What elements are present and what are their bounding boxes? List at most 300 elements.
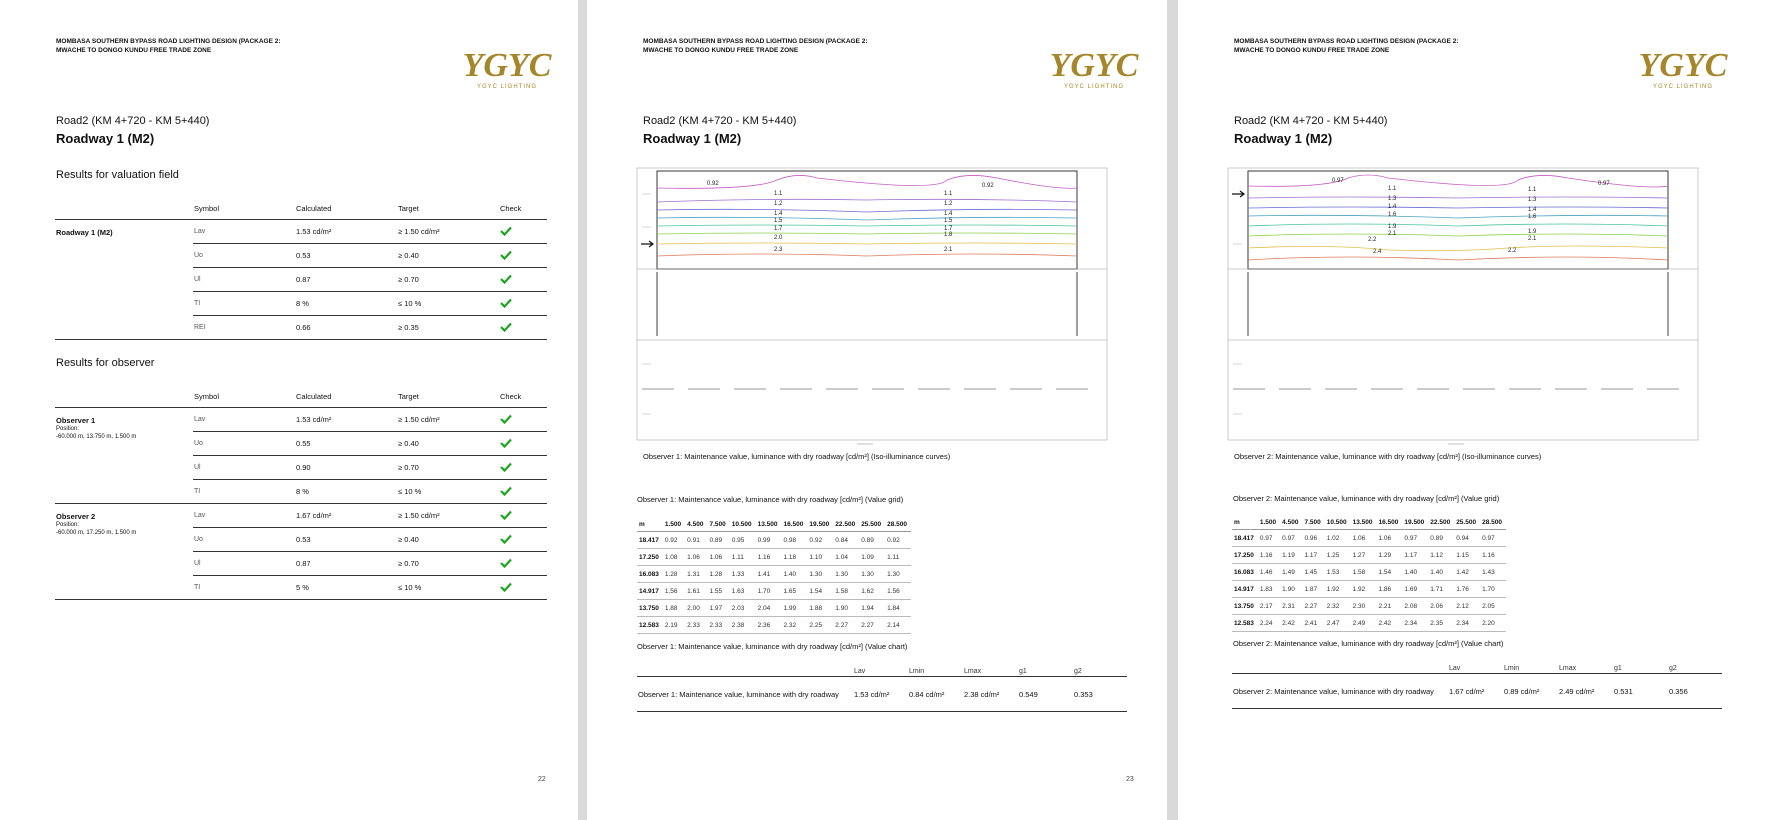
grid-cell: 2.47 [1325,615,1351,632]
header-line: MOMBASA SOUTHERN BYPASS ROAD LIGHTING DESIGN (PACKAGE 2: [1234,38,1459,45]
value-grid-table [1232,515,1506,632]
grid-cell: 2.30 [1351,598,1377,615]
calculated-cell: 0.53 [295,244,397,268]
grid-cell: 1.11 [885,549,911,566]
grid-col-header: 7.500 [1302,515,1324,530]
grid-cell: 1.17 [1302,547,1324,564]
grid-cell: 1.92 [1325,581,1351,598]
grid-cell: 2.12 [1454,598,1480,615]
grid-cell: 1.40 [1428,564,1454,581]
grid-cell: 0.98 [782,532,808,549]
grid-col-header: 13.500 [756,517,782,532]
observer-results-table [55,385,547,600]
checkmark-icon [500,558,512,568]
grid-cell: 2.06 [1428,598,1454,615]
checkmark-icon [500,438,512,448]
grid-col-header: 1.500 [1258,515,1280,530]
document-header [1234,37,1459,55]
caption-iso-curves: Observer 2: Maintenance value, luminance with dry roadway [cd/m²] (Iso-illuminance curves) [1234,452,1542,461]
grid-row-label: 16.083 [1232,564,1258,581]
grid-col-header: 4.500 [685,517,707,532]
iso-label: 1.2 [944,201,953,207]
road-label: Road2 (KM 4+720 - KM 5+440) [643,115,797,127]
table-row [637,532,911,549]
grid-cell: 0.99 [756,532,782,549]
grid-cell: 1.70 [756,583,782,600]
grid-cell: 1.87 [1302,581,1324,598]
col-header-check: Check [499,385,547,408]
grid-col-header: 4.500 [1280,515,1302,530]
grid-cell: 1.43 [1480,564,1506,581]
chart-cell: 0.353 [1073,677,1127,712]
grid-cell: 1.06 [1377,530,1403,547]
value-chart-table [637,656,1127,712]
chart-cell: 1.53 cd/m² [853,677,908,712]
table-row [55,220,547,244]
report-page-22 [0,0,578,820]
iso-curves [1248,175,1668,260]
grid-cell: 2.14 [885,617,911,634]
grid-cell: 1.29 [1377,547,1403,564]
grid-cell: 1.04 [833,549,859,566]
grid-cell: 1.41 [756,566,782,583]
table-row [637,549,911,566]
symbol-cell: TI [193,292,295,316]
grid-cell: 1.86 [1377,581,1403,598]
section-title-valuation-field: Results for valuation field [56,169,179,181]
chart-cell: 2.49 cd/m² [1558,674,1613,709]
calculated-cell: 5 % [295,576,397,600]
grid-header-row [637,517,911,532]
grid-cell: 1.56 [885,583,911,600]
svg-text:YGYC LIGHTING: YGYC LIGHTING [1063,84,1125,90]
ygyc-logo [462,42,552,92]
iso-label: 0.92 [982,183,994,189]
target-cell: ≥ 1.50 cd/m² [397,220,499,244]
chart-cell: 2.38 cd/m² [963,677,1018,712]
svg-text:YGYC: YGYC [1049,47,1139,84]
calculated-cell: 1.53 cd/m² [295,220,397,244]
luminaire-poles [1248,272,1668,336]
table-row [637,677,1127,712]
iso-label: 1.7 [774,226,783,232]
checkmark-icon [500,226,512,236]
checkmark-icon [500,462,512,472]
iso-label: 1.9 [1528,229,1537,235]
checkmark-icon [500,510,512,520]
grid-col-header: 13.500 [1351,515,1377,530]
grid-cell: 1.55 [707,583,729,600]
iso-label: 2.1 [944,247,953,253]
page-title: Roadway 1 (M2) [56,131,155,146]
grid-col-header: 7.500 [707,517,729,532]
grid-cell: 2.08 [1402,598,1428,615]
grid-cell: 0.92 [663,532,685,549]
target-cell: ≥ 0.70 [397,552,499,576]
grid-row-label: 16.083 [637,566,663,583]
grid-cell: 1.30 [833,566,859,583]
grid-cell: 1.27 [1351,547,1377,564]
grid-cell: 1.61 [685,583,707,600]
caption-value-grid: Observer 1: Maintenance value, luminance with dry roadway [cd/m²] (Value grid) [637,495,904,504]
page-number: 22 [538,776,546,783]
report-page-24 [1178,0,1780,820]
direction-arrows [642,194,651,414]
table-row [1232,581,1506,598]
grid-cell: 2.04 [756,600,782,617]
calculated-cell: 0.87 [295,552,397,576]
grid-row-label: 12.583 [637,617,663,634]
grid-cell: 1.19 [1280,547,1302,564]
grid-cell: 1.88 [807,600,833,617]
grid-cell: 0.89 [707,532,729,549]
grid-cell: 1.16 [756,549,782,566]
grid-col-header: 10.500 [1325,515,1351,530]
checkmark-icon [500,486,512,496]
grid-cell: 1.56 [663,583,685,600]
grid-cell: 1.62 [859,583,885,600]
grid-header-row [1232,515,1506,530]
col-header-calculated: Calculated [295,197,397,220]
document-header [643,37,868,55]
symbol-cell: Lav [193,504,295,528]
chart-col-header: Lav [1448,653,1503,674]
target-cell: ≥ 0.35 [397,316,499,340]
chart-col-header: g1 [1018,656,1073,677]
grid-cell: 2.36 [756,617,782,634]
grid-cell: 0.94 [1454,530,1480,547]
chart-cell: 0.531 [1613,674,1668,709]
grid-cell: 2.19 [663,617,685,634]
table-row [1232,564,1506,581]
grid-row-label: 13.750 [1232,598,1258,615]
iso-label: 1.6 [1528,214,1537,220]
section-title-observer: Results for observer [56,357,155,369]
iso-label: 0.97 [1598,181,1610,187]
grid-col-header: 19.500 [807,517,833,532]
grid-col-header: 10.500 [730,517,756,532]
table-row [1232,598,1506,615]
iso-label: 2.2 [1368,237,1377,243]
grid-col-header: 1.500 [663,517,685,532]
grid-cell: 1.94 [859,600,885,617]
grid-cell: 1.06 [685,549,707,566]
iso-curves [657,175,1077,256]
iso-label: 1.6 [1388,212,1397,218]
calculated-cell: 1.67 cd/m² [295,504,397,528]
header-line: MOMBASA SOUTHERN BYPASS ROAD LIGHTING DESIGN (PACKAGE 2: [56,38,281,45]
table-row [1232,530,1506,547]
table-header-row [637,656,1127,677]
grid-cell: 1.02 [1325,530,1351,547]
diagram-frame [1228,168,1698,440]
grid-cell: 0.97 [1280,530,1302,547]
grid-cell: 0.97 [1402,530,1428,547]
grid-cell: 1.49 [1280,564,1302,581]
road-label: Road2 (KM 4+720 - KM 5+440) [56,115,210,127]
chart-col-header: g2 [1073,656,1127,677]
grid-row-label: 18.417 [1232,530,1258,547]
grid-cell: 2.35 [1428,615,1454,632]
grid-cell: 1.06 [707,549,729,566]
grid-cell: 1.08 [663,549,685,566]
grid-cell: 1.65 [782,583,808,600]
grid-cell: 0.97 [1258,530,1280,547]
table-row [1232,547,1506,564]
grid-cell: 1.69 [1402,581,1428,598]
symbol-cell: Uo [193,528,295,552]
symbol-cell: Uo [193,244,295,268]
grid-cell: 1.97 [707,600,729,617]
grid-cell: 2.05 [1480,598,1506,615]
grid-cell: 0.89 [1428,530,1454,547]
grid-row-label: 13.750 [637,600,663,617]
chart-cell: 0.89 cd/m² [1503,674,1558,709]
calculated-cell: 0.66 [295,316,397,340]
grid-col-header: 25.500 [1454,515,1480,530]
diagram-frame [637,168,1107,440]
iso-label: 1.4 [1528,207,1537,213]
header-line: MWACHE TO DONGO KUNDU FREE TRADE ZONE [56,47,212,54]
grid-col-header: 22.500 [1428,515,1454,530]
grid-cell: 2.41 [1302,615,1324,632]
calculated-cell: 0.53 [295,528,397,552]
chart-col-header: g1 [1613,653,1668,674]
observer-cell [55,504,193,600]
chart-col-header: g2 [1668,653,1722,674]
symbol-cell: Ul [193,268,295,292]
grid-row-label: 14.917 [637,583,663,600]
table-header-row [1232,653,1722,674]
checkmark-icon [500,322,512,332]
target-cell: ≥ 0.40 [397,432,499,456]
grid-cell: 1.58 [1351,564,1377,581]
table-header-row [55,385,547,408]
grid-cell: 1.99 [782,600,808,617]
table-row [1232,615,1506,632]
header-line: MWACHE TO DONGO KUNDU FREE TRADE ZONE [1234,47,1390,54]
grid-cell: 1.31 [685,566,707,583]
caption-value-grid: Observer 2: Maintenance value, luminance with dry roadway [cd/m²] (Value grid) [1233,494,1500,503]
svg-text:YGYC LIGHTING: YGYC LIGHTING [1652,84,1714,90]
target-cell: ≥ 0.40 [397,528,499,552]
chart-col-header: Lmax [1558,653,1613,674]
svg-text:YGYC: YGYC [462,47,552,84]
col-header-calculated: Calculated [295,385,397,408]
road-label: Road2 (KM 4+720 - KM 5+440) [1234,115,1388,127]
grid-cell: 1.28 [707,566,729,583]
iso-label: 1.4 [1388,204,1397,210]
chart-cell: 0.356 [1668,674,1722,709]
iso-label: 2.3 [774,247,783,253]
symbol-cell: Uo [193,432,295,456]
grid-cell: 2.38 [730,617,756,634]
grid-col-header: 16.500 [1377,515,1403,530]
grid-cell: 2.25 [807,617,833,634]
grid-cell: 2.27 [1302,598,1324,615]
chart-col-header: Lav [853,656,908,677]
field-name: Roadway 1 (M2) [56,228,113,237]
value-chart-table [1232,653,1722,709]
grid-cell: 2.34 [1454,615,1480,632]
grid-cell: 1.17 [1402,547,1428,564]
grid-cell: 1.83 [1258,581,1280,598]
grid-cell: 2.27 [833,617,859,634]
iso-label: 1.4 [944,211,953,217]
grid-cell: 1.45 [1302,564,1324,581]
grid-col-header: m [1232,515,1258,530]
grid-row-label: 18.417 [637,532,663,549]
iso-label: 1.3 [1528,197,1537,203]
symbol-cell: REI [193,316,295,340]
observer-name: Observer 1 [56,416,96,425]
chart-row-label: Observer 2: Maintenance value, luminance with dry roadway [1232,674,1448,709]
grid-cell: 1.16 [1258,547,1280,564]
grid-cell: 0.91 [685,532,707,549]
grid-cell: 2.32 [782,617,808,634]
iso-luminance-diagram [637,168,1107,446]
symbol-cell: Ul [193,456,295,480]
grid-cell: 1.70 [1480,581,1506,598]
symbol-cell: Lav [193,408,295,432]
symbol-cell: Ul [193,552,295,576]
grid-cell: 1.42 [1454,564,1480,581]
grid-cell: 2.42 [1377,615,1403,632]
grid-cell: 0.96 [1302,530,1324,547]
grid-cell: 1.30 [807,566,833,583]
observer-arrow-icon [1232,191,1244,197]
grid-cell: 2.21 [1377,598,1403,615]
target-cell: ≤ 10 % [397,480,499,504]
page-title: Roadway 1 (M2) [1234,131,1333,146]
symbol-cell: TI [193,576,295,600]
grid-cell: 2.00 [685,600,707,617]
chart-row-label: Observer 1: Maintenance value, luminance with dry roadway [637,677,853,712]
table-row [637,583,911,600]
grid-cell: 1.30 [859,566,885,583]
position-label: Position: [56,522,80,528]
grid-row-label: 12.583 [1232,615,1258,632]
iso-label: 2.1 [1528,236,1537,242]
col-header-symbol: Symbol [193,385,295,408]
grid-cell: 2.49 [1351,615,1377,632]
svg-text:YGYC LIGHTING: YGYC LIGHTING [476,84,538,90]
caption-value-chart: Observer 2: Maintenance value, luminance with dry roadway [cd/m²] (Value chart) [1233,639,1504,648]
chart-col-header: Lmin [908,656,963,677]
grid-cell: 0.97 [1480,530,1506,547]
grid-cell: 1.16 [1480,547,1506,564]
value-grid-table [637,517,911,634]
iso-label: 2.0 [774,235,783,241]
table-row [637,600,911,617]
grid-cell: 1.92 [1351,581,1377,598]
calculated-cell: 8 % [295,292,397,316]
grid-cell: 1.33 [730,566,756,583]
grid-row-label: 14.917 [1232,581,1258,598]
iso-label: 1.1 [774,191,783,197]
grid-cell: 1.10 [807,549,833,566]
grid-cell: 1.18 [782,549,808,566]
grid-col-header: 25.500 [859,517,885,532]
target-cell: ≥ 0.40 [397,244,499,268]
col-header-target: Target [397,385,499,408]
grid-cell: 1.76 [1454,581,1480,598]
iso-label: 1.2 [774,201,783,207]
grid-cell: 1.11 [730,549,756,566]
grid-cell: 1.28 [663,566,685,583]
target-cell: ≥ 0.70 [397,456,499,480]
grid-cell: 0.84 [833,532,859,549]
grid-cell: 1.84 [885,600,911,617]
grid-cell: 2.20 [1480,615,1506,632]
calculated-cell: 1.53 cd/m² [295,408,397,432]
iso-label: 2.2 [1508,248,1517,254]
calculated-cell: 0.55 [295,432,397,456]
grid-cell: 2.24 [1258,615,1280,632]
grid-col-header: 16.500 [782,517,808,532]
grid-cell: 1.25 [1325,547,1351,564]
grid-col-header: 19.500 [1402,515,1428,530]
grid-cell: 1.40 [782,566,808,583]
grid-row-label: 17.250 [1232,547,1258,564]
iso-luminance-diagram [1228,168,1698,446]
grid-cell: 1.40 [1402,564,1428,581]
iso-label: 1.3 [1388,196,1397,202]
iso-label: 1.1 [1388,186,1397,192]
chart-cell: 1.67 cd/m² [1448,674,1503,709]
grid-row-label: 17.250 [637,549,663,566]
checkmark-icon [500,250,512,260]
checkmark-icon [500,298,512,308]
ygyc-logo [1638,42,1728,92]
grid-cell: 0.95 [730,532,756,549]
table-row [637,617,911,634]
table-row [55,408,547,432]
grid-cell: 2.42 [1280,615,1302,632]
col-header-symbol: Symbol [193,197,295,220]
chart-col-header: Lmax [963,656,1018,677]
report-page-23 [587,0,1167,820]
observer-arrow-icon [641,241,653,247]
grid-cell: 2.34 [1402,615,1428,632]
position-label: Position: [56,426,80,432]
grid-cell: 1.46 [1258,564,1280,581]
chart-cell: 0.549 [1018,677,1073,712]
iso-label: 1.5 [944,218,953,224]
grid-cell: 0.92 [807,532,833,549]
page-title: Roadway 1 (M2) [643,131,742,146]
grid-cell: 1.54 [1377,564,1403,581]
caption-iso-curves: Observer 1: Maintenance value, luminance with dry roadway [cd/m²] (Iso-illuminance curves) [643,452,951,461]
target-cell: ≥ 0.70 [397,268,499,292]
checkmark-icon [500,274,512,284]
iso-label: 1.1 [1528,187,1537,193]
iso-label: 2.1 [1388,231,1397,237]
grid-cell: 2.31 [1280,598,1302,615]
observer-cell [55,408,193,504]
checkmark-icon [500,582,512,592]
position-value: -60.000 m, 13.750 m, 1.500 m [56,434,137,440]
header-line: MWACHE TO DONGO KUNDU FREE TRADE ZONE [643,47,799,54]
ygyc-logo [1049,42,1139,92]
grid-cell: 2.33 [707,617,729,634]
grid-cell: 2.17 [1258,598,1280,615]
caption-value-chart: Observer 1: Maintenance value, luminance with dry roadway [cd/m²] (Value chart) [637,642,908,651]
grid-cell: 1.12 [1428,547,1454,564]
iso-label: 1.4 [774,211,783,217]
calculated-cell: 8 % [295,480,397,504]
luminaire-poles [657,272,1077,336]
